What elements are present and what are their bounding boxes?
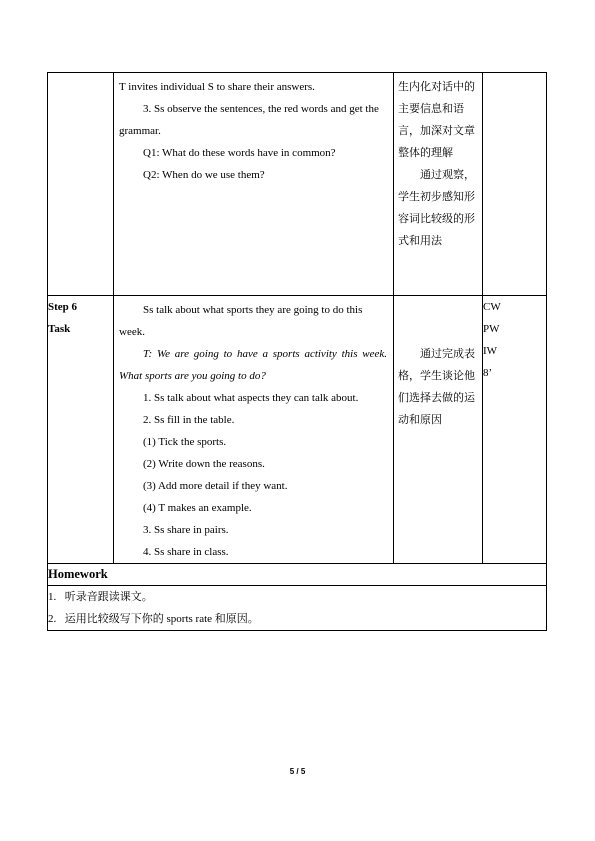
activity-cell [114, 296, 394, 564]
activity-line: 3. Ss share in pairs. [143, 524, 229, 536]
step-cell [48, 296, 114, 564]
step-title: Task [48, 323, 71, 335]
purpose-text: 通过完成表格，学生谈论他们选择去做的运动和原因 [398, 348, 475, 426]
activity-line: 1. Ss talk about what aspects they can talk about. [143, 392, 359, 404]
homework-item: 1. 听录音跟读课文。 [48, 591, 153, 603]
activity-line: (2) Write down the reasons. [143, 458, 265, 470]
step-number: Step 6 [48, 301, 78, 313]
purpose-text: 生内化对话中的主要信息和语言，加深对文章整体的理解 [398, 81, 475, 159]
homework-item: 2. 运用比较级写下你的 sports rate 和原因。 [48, 613, 259, 625]
activity-line: 4. Ss share in class. [143, 546, 229, 558]
activity-line: (3) Add more detail if they want. [143, 480, 288, 492]
purpose-cell [394, 73, 483, 296]
step-cell [48, 73, 114, 296]
table-row [48, 586, 547, 631]
activity-line: Q2: When do we use them? [143, 169, 265, 181]
activity-line: (4) T makes an example. [143, 502, 252, 514]
mode-item: PW [483, 323, 500, 335]
table-row [48, 73, 547, 296]
activity-line: T invites individual S to share their answers. [119, 81, 315, 93]
purpose-text: 通过观察，学生初步感知形容词比较级的形式和用法 [398, 169, 475, 247]
homework-heading: Homework [48, 564, 547, 586]
activity-line: Ss talk about what sports they are going to do this week. [119, 304, 363, 338]
activity-line: Q1: What do these words have in common? [143, 147, 336, 159]
activity-line: 2. Ss fill in the table. [143, 414, 235, 426]
page-number: 5 / 5 [289, 767, 306, 776]
purpose-cell [394, 296, 483, 564]
mode-cell [483, 73, 547, 296]
mode-item: 8’ [483, 367, 493, 379]
homework-list [48, 586, 547, 631]
mode-cell [483, 296, 547, 564]
activity-line: (1) Tick the sports. [143, 436, 227, 448]
activity-cell [114, 73, 394, 296]
mode-item: CW [483, 301, 501, 313]
table-row [48, 564, 547, 586]
teacher-prompt: T: We are going to have a sports activity this week. What sports are you going to do? [119, 348, 387, 382]
lesson-plan-table [47, 72, 547, 631]
table-row [48, 296, 547, 564]
mode-item: IW [483, 345, 498, 357]
activity-line: 3. Ss observe the sentences, the red words and get the grammar. [119, 103, 379, 137]
